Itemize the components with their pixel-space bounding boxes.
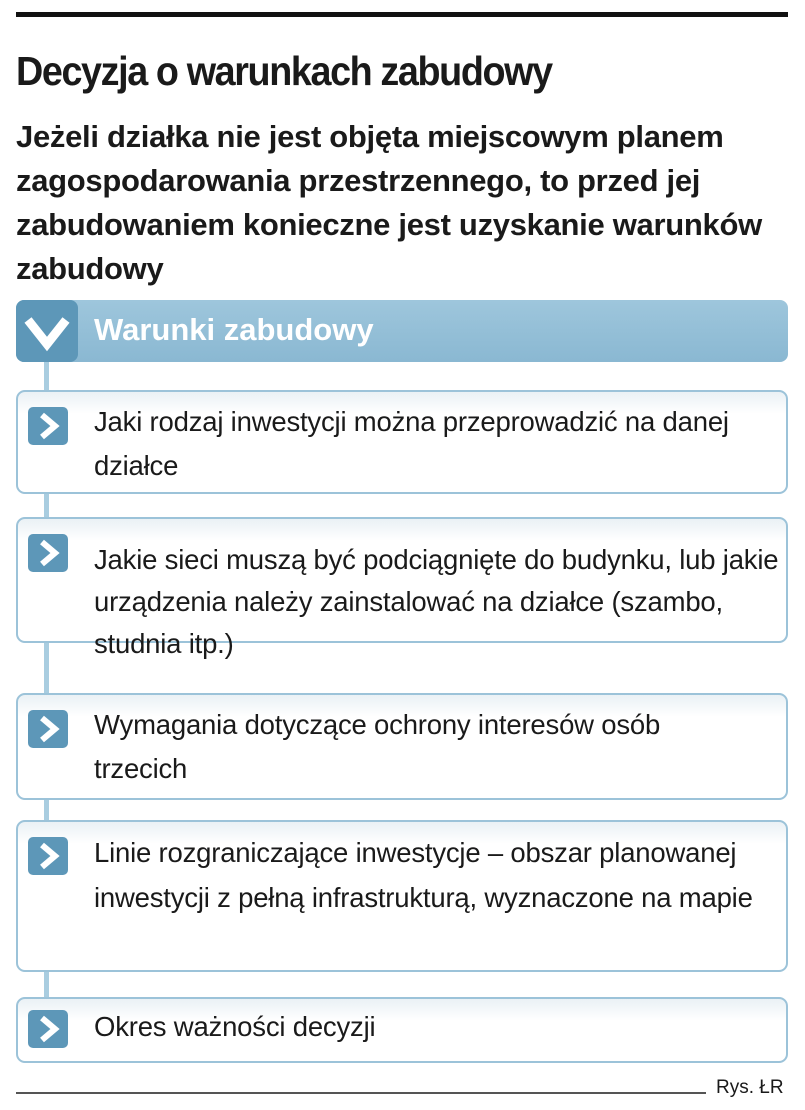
chevron-right-icon [28,710,68,748]
list-item [16,693,788,800]
top-rule [16,12,788,17]
list-item [16,820,788,972]
chevron-right-icon [28,534,68,572]
list-item-text-span: Jakie sieci muszą być podciągnięte do budynku, lub jakie urządzenia należy zainstalować na działce (szambo, studnia itp.) [94,544,779,659]
subtitle: Jeżeli działka nie jest objęta miejscowym planem zagospodarowania przestrzennego, to przed jej zabudowaniem konieczne jest uzyskanie warunków zabudowy [16,119,762,286]
list-item [16,997,788,1063]
list-item-text: Okres ważności decyzji [94,1011,376,1042]
list-item-text: Wymagania dotyczące ochrony interesów osób trzecich [94,709,661,784]
chevron-right-icon [28,407,68,445]
list-item-text: Linie rozgraniczające inwestycje – obszar planowanej inwestycji z pełną infrastrukturą, wyznaczone na mapie [94,837,753,913]
list-item [16,390,788,494]
credit: Rys. ŁR [716,1077,784,1098]
section-header [16,300,788,362]
footer-rule [16,1092,706,1094]
chevron-right-icon [28,1010,68,1048]
chevron-right-icon [28,837,68,875]
section-header-label: Warunki zabudowy [94,312,374,347]
chevron-down-icon [16,300,78,362]
list-item-text: Jaki rodzaj inwestycji można przeprowadzić na danej działce [94,406,729,481]
page-title: Decyzja o warunkach zabudowy [16,48,552,94]
list-item-text [94,539,784,665]
list-item [16,517,788,659]
